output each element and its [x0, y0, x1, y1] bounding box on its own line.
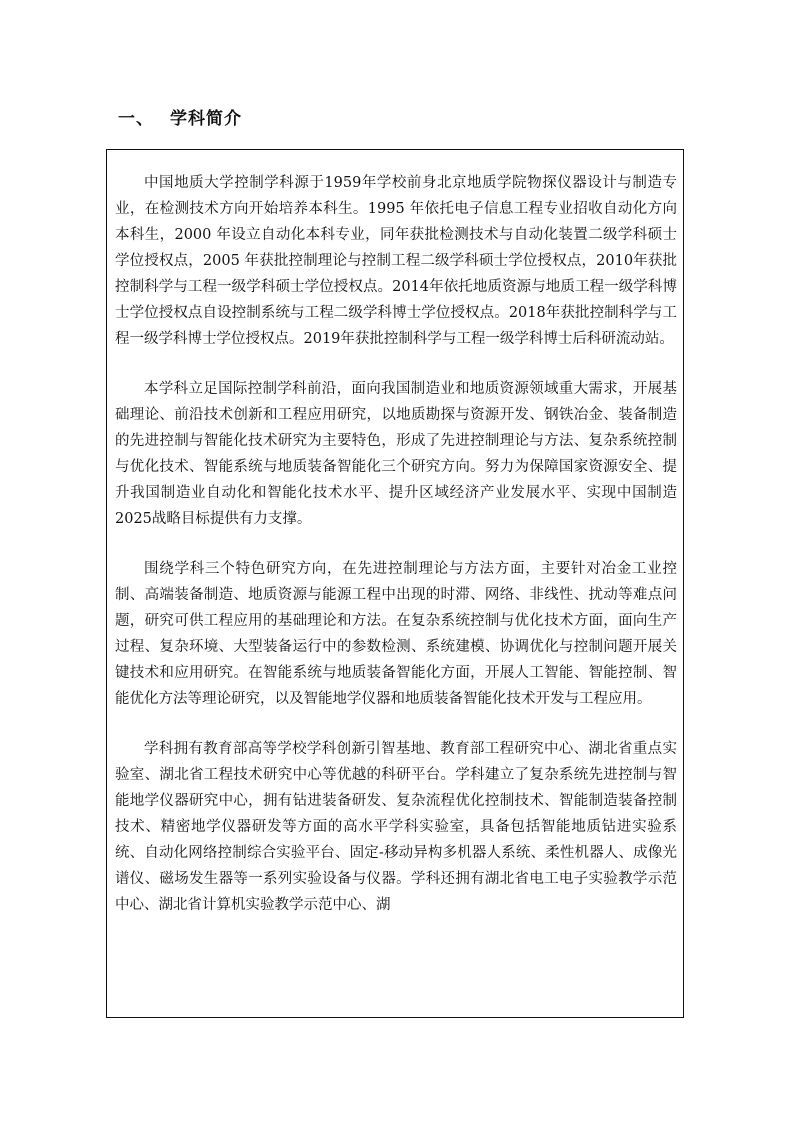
- section-title: 学科简介: [170, 109, 242, 129]
- content-box: [106, 149, 684, 1018]
- paragraph-positioning: 本学科立足国际控制学科前沿，面向我国制造业和地质资源领域重大需求，开展基础理论、前沿技术创新和工程应用研究，以地质勘探与资源开发、钢铁冶金、装备制造的先进控制与智能化技术研究为主要特色，形成了先进控制理论与方法、复杂系统控制与优化技术、智能系统与地质装备智能化三个研究方向。努力为保障国家资源安全、提升我国制造业自动化和智能化技术水平、提升区域经济产业发展水平、实现中国制造2025战略目标提供有力支撑。: [115, 381, 677, 527]
- paragraph-research-directions: 围绕学科三个特色研究方向，在先进控制理论与方法方面，主要针对冶金工业控制、高端装备制造、地质资源与能源工程中出现的时滞、网络、非线性、扰动等难点问题，研究可供工程应用的基础理论和方法。在复杂系统控制与优化技术方面，面向生产过程、复杂环境、大型装备运行中的参数检测、系统建模、协调优化与控制问题开展关键技术和应用研究。在智能系统与地质装备智能化方面，开展人工智能、智能控制、智能优化方法等理论研究，以及智能地学仪器和地质装备智能化技术开发与工程应用。: [115, 561, 677, 707]
- paragraph-platforms: 学科拥有教育部高等学校学科创新引智基地、教育部工程研究中心、湖北省重点实验室、湖北省工程技术研究中心等优越的科研平台。学科建立了复杂系统先进控制与智能地学仪器研究中心，拥有钻进装备研发、复杂流程优化控制技术、智能制造装备控制技术、精密地学仪器研发等方面的高水平学科实验室，具备包括智能地质钻进实验系统、自动化网络控制综合实验平台、固定-移动异构多机器人系统、柔性机器人、成像光谱仪、磁场发生器等一系列实验设备与仪器。学科还拥有湖北省电工电子实验教学示范中心、湖北省计算机实验教学示范中心、湖: [115, 741, 677, 913]
- section-number: 一、: [118, 109, 154, 129]
- paragraph-history: 中国地质大学控制学科源于1959年学校前身北京地质学院物探仪器设计与制造专业，在检测技术方向开始培养本科生。1995 年依托电子信息工程专业招收自动化方向本科生，2000 年设立自动化本科专业，同年获批检测技术与自动化装置二级学科硕士学位授权点，2005 年获批控制理论与控制工程二级学科硕士学位授权点，2010年获批控制科学与工程一级学科硕士学位授权点。2014年依托地质资源与地质工程一级学科博士学位授权点自设控制系统与工程二级学科博士学位授权点。2018年获批控制科学与工程一级学科博士学位授权点。2019年获批控制科学与工程一级学科博士后科研流动站。: [115, 175, 677, 347]
- content-body: [115, 170, 677, 942]
- section-heading: [118, 104, 242, 129]
